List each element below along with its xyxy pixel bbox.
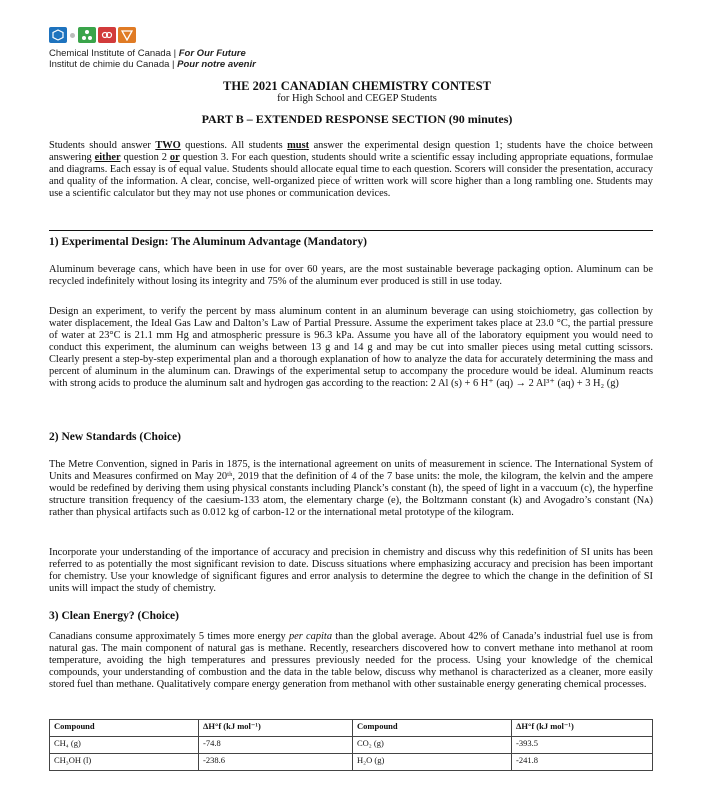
contest-subtitle: for High School and CEGEP Students <box>277 93 437 104</box>
table-cell: CH₃OH (l) <box>50 754 199 771</box>
org-name-en: Chemical Institute of Canada <box>49 48 171 59</box>
org-tagline-en: For Our Future <box>178 48 246 59</box>
table-header: ΔH°f (kJ mol⁻¹) <box>199 720 353 737</box>
question-3-paragraph: Canadians consume approximately 5 times more energy per capita than the global average. About 42% of Canada’s industrial fuel use is from natural gas. The main component of natural gas is methane. Recently, researchers discovered how to convert methane into methanol at room temperature, avoiding the high temperatures and pressures previously needed for the process. Using your knowledge of the chemical compounds, your understanding of combustion and the data in the table below, discuss why methanol is characterized as a cleaner, more easily stored fuel than methane. Qualitatively compare energy generation from methanol with other sustainable energy generating chemical processes. <box>49 631 654 690</box>
table-cell: H₂O (g) <box>353 754 512 771</box>
table-header-row <box>50 720 653 737</box>
instructions-paragraph: Students should answer TWO questions. All students must answer the experimental design question 1; students have the choice between answering either question 2 or question 3. For each question, students should write a scientific essay including appropriate equations, formulae and diagrams. Each essay is of equal value. Students should allocate equal time to each question. Scorers will consider the presentation, accuracy and quality of the information. A clear, concise, well-organized piece of written work will score higher than a long rambling one. Students may use a scientific calculator but they may not use phones or communication devices. <box>49 140 653 199</box>
logo-strip <box>49 27 136 43</box>
question-1-intro: Aluminum beverage cans, which have been in use for over 60 years, are the most sustainable beverage packaging option. Aluminum can be recycled indefinitely without losing its integrity and 75% of the aluminum ever produced is still in use today. <box>49 264 653 287</box>
red-chain-logo-icon <box>98 27 116 43</box>
question-1-task: Design an experiment, to verify the percent by mass aluminum content in an aluminum beverage can using stoichiometry, gas collection by water displacement, the Ideal Gas Law and Dalton’s Law of Partial Pressure. Assume the experiment takes place at 23.0 °C, the partial pressure of water at 23°C is 21.1 mm Hg and atmospheric pressure is 96.3 kPa. Assume you have all of the laboratory equipment you would need to conduct this experiment, the aluminum can weighs between 13 g and 14 g and may be cut into smaller pieces using metal cutting scissors. Clearly present a step-by-step experimental plan and a thorough explanation of how to analyze the data for accurately determining the mass and percent of aluminum in the aluminum can. Drawings of the experimental setup to accompany the procedure would be ideal. Aluminum reacts with strong acids to produce the aluminum salt and hydrogen gas according to the reaction: 2 Al (s) + 6 H⁺ (aq) → 2 Al³⁺ (aq) + 3 H₂ (g) <box>49 306 653 389</box>
table-cell: CO₂ (g) <box>353 737 512 754</box>
table-cell: CH₄ (g) <box>50 737 199 754</box>
cic-cube-logo-icon <box>49 27 67 43</box>
separator-dot <box>70 33 75 38</box>
contest-title: THE 2021 CANADIAN CHEMISTRY CONTEST <box>223 79 491 93</box>
table-row <box>50 737 653 754</box>
question-2-task: Incorporate your understanding of the importance of accuracy and precision in chemistry and discuss why this redefinition of SI units has been referred to as potentially the most significant revision to date. Discuss situations where emphasizing accuracy and precision has been important for chemistry. Use your knowledge of significant figures and error analysis to determine the degree to which the change in the definition of SI units will impact the study of chemistry. <box>49 547 653 594</box>
question-2-background: The Metre Convention, signed in Paris in 1875, is the international agreement on units of measurement in science. The International System of Units and Measures confirmed on May 20ᵗʰ, 2019 that the definition of 4 of the 7 base units: the mole, the kilogram, the kelvin and the ampere would be redefined by deriving them using physical constants including Planck’s constant (h), the speed of light in a vaccuum (c), the hyperfine structure transition frequency of the caesium-133 atom, the elementary charge (e), the Boltzmann constant (k) and Avogadro’s constant (Nᴀ) rather than physical artifacts such as 0.012 kg of carbon-12 or the international metal prototype of the kilogram. <box>49 459 653 518</box>
table-header: Compound <box>353 720 512 737</box>
org-name-fr: Institut de chimie du Canada <box>49 59 170 70</box>
table-cell: -74.8 <box>199 737 353 754</box>
orange-triangle-logo-icon <box>118 27 136 43</box>
table-header: ΔH°f (kJ mol⁻¹) <box>512 720 653 737</box>
table-header: Compound <box>50 720 199 737</box>
organization-name: Chemical Institute of Canada | For Our Future Institut de chimie du Canada | Pour notre avenir <box>49 48 256 70</box>
enthalpy-table <box>49 719 653 771</box>
question-3-heading: 3) Clean Energy? (Choice) <box>49 610 179 622</box>
table-row <box>50 754 653 771</box>
table-cell: -241.8 <box>512 754 653 771</box>
question-2-heading: 2) New Standards (Choice) <box>49 431 181 443</box>
section-divider <box>49 230 653 231</box>
table-cell: -238.6 <box>199 754 353 771</box>
org-tagline-fr: Pour notre avenir <box>177 59 256 70</box>
green-molecule-logo-icon <box>78 27 96 43</box>
table-cell: -393.5 <box>512 737 653 754</box>
part-title: PART B – EXTENDED RESPONSE SECTION (90 minutes) <box>201 112 513 126</box>
question-1-heading: 1) Experimental Design: The Aluminum Advantage (Mandatory) <box>49 236 367 248</box>
